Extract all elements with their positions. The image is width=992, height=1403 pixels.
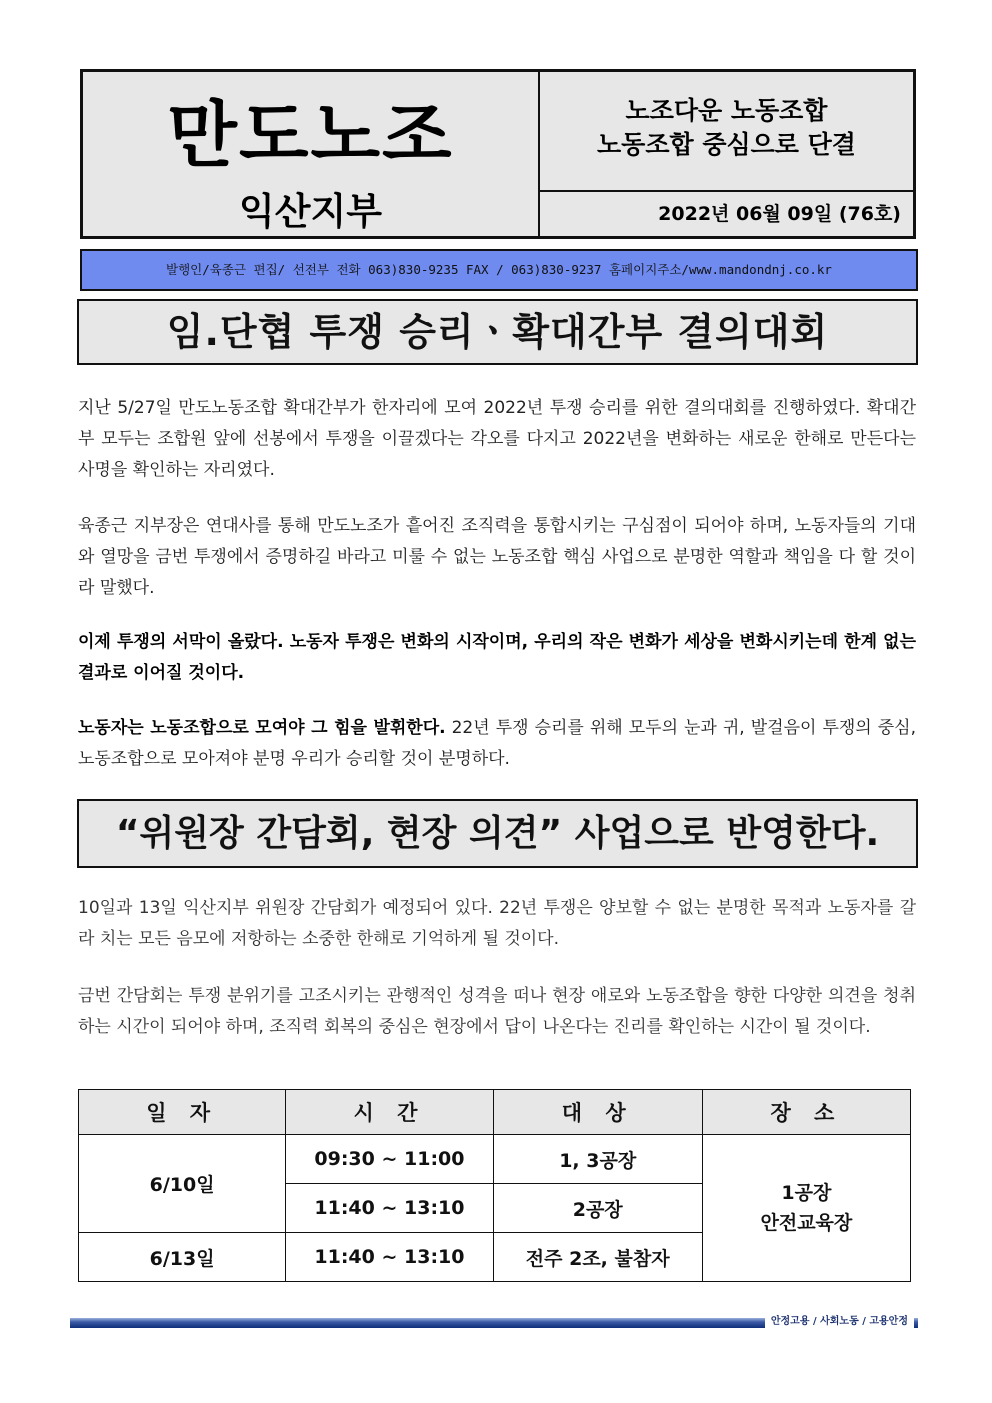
cell-target: 전주 2조, 불참자 bbox=[493, 1233, 702, 1282]
branch-name: 익산지부 bbox=[239, 190, 382, 233]
header-target: 대 상 bbox=[493, 1090, 702, 1135]
article-1-paragraph-3: 이제 투쟁의 서막이 올랐다. 노동자 투쟁은 변화의 시작이며, 우리의 작은 변화가 세상을 변화시키는데 한계 없는 결과로 이어질 것이다. bbox=[78, 632, 916, 683]
article-2-paragraph-2: 금번 간담회는 투쟁 분위기를 고조시키는 관행적인 성격을 떠나 현장 애로와 노동조합을 향한 다양한 의견을 청취하는 시간이 되어야 하며, 조직력 회복의 중심은 현장에서 답이 나온다는 진리를 확인하는 시간이 될 것이다. bbox=[78, 986, 916, 1037]
cell-target: 2공장 bbox=[493, 1184, 702, 1233]
place-line-2: 안전교육장 bbox=[760, 1212, 853, 1234]
article-1-paragraph-2: 육종근 지부장은 연대사를 통해 만도노조가 흩어진 조직력을 통합시키는 구심점이 되어야 하며, 노동자들의 기대와 열망을 금번 투쟁에서 증명하길 바라고 미룰 수 없는 노동조합 핵심 사업으로 분명한 역할과 책임을 다 할 것이라 말했다. bbox=[78, 516, 916, 598]
header-time: 시 간 bbox=[286, 1090, 493, 1135]
cell-place bbox=[702, 1135, 910, 1282]
article-1-paragraph-4 bbox=[78, 713, 916, 775]
table-row bbox=[79, 1135, 911, 1184]
cell-target: 1, 3공장 bbox=[493, 1135, 702, 1184]
footer-tag: 안정고용 / 사회노동 / 고용안정 bbox=[765, 1312, 914, 1332]
slogan-block bbox=[540, 72, 913, 192]
cell-time: 11:40 ~ 13:10 bbox=[286, 1184, 493, 1233]
header-date: 일 자 bbox=[79, 1090, 286, 1135]
meeting-schedule-table bbox=[78, 1089, 911, 1282]
cell-time: 09:30 ~ 11:00 bbox=[286, 1135, 493, 1184]
table-header-row bbox=[79, 1090, 911, 1135]
masthead-title-block bbox=[83, 72, 540, 236]
slogan-line-2: 노동조합 중심으로 단결 bbox=[597, 130, 856, 159]
article-2-headline: “위원장 간담회, 현장 의견” 사업으로 반영한다. bbox=[77, 799, 918, 868]
article-1-paragraph-4-lead: 노동자는 노동조합으로 모여야 그 힘을 발휘한다. bbox=[78, 718, 446, 738]
cell-date: 6/10일 bbox=[79, 1135, 286, 1233]
article-1-paragraph-1: 지난 5/27일 만도노동조합 확대간부가 한자리에 모여 2022년 투쟁 승리를 위한 결의대회를 진행하였다. 확대간부 모두는 조합원 앞에 선봉에서 투쟁을 이끌겠다는 각오를 다지고 2022년을 변화하는 새로운 한해로 만든다는 사명을 확인하는 자리였다. bbox=[78, 398, 916, 480]
article-2-paragraph-1: 10일과 13일 익산지부 위원장 간담회가 예정되어 있다. 22년 투쟁은 양보할 수 없는 분명한 목적과 노동자를 갈라 치는 모든 음모에 저항하는 소중한 한해로 기억하게 될 것이다. bbox=[78, 898, 916, 949]
article-1-headline: 임.단협 투쟁 승리ㆍ확대간부 결의대회 bbox=[77, 299, 918, 365]
cell-date: 6/13일 bbox=[79, 1233, 286, 1282]
issue-date: 2022년 06월 09일 (76호) bbox=[658, 203, 901, 225]
paper-name: 만도노조 bbox=[167, 93, 454, 177]
header-place: 장 소 bbox=[702, 1090, 910, 1135]
article-1-paragraph-4-rest: 22년 투쟁 승리를 위해 모두의 눈과 귀, 발걸음이 투쟁의 중심, 노동조합으로 모아져야 분명 우리가 승리할 것이 분명하다. bbox=[78, 718, 916, 769]
cell-time: 11:40 ~ 13:10 bbox=[286, 1233, 493, 1282]
slogan-line-1: 노조다운 노동조합 bbox=[625, 96, 828, 125]
masthead bbox=[80, 69, 916, 239]
publisher-info-bar: 발행인/육종근 편집/ 선전부 전화 063)830-9235 FAX / 063)830-9237 홈페이지주소/www.mandondnj.co.kr bbox=[80, 249, 918, 291]
place-line-1: 1공장 bbox=[781, 1182, 832, 1204]
